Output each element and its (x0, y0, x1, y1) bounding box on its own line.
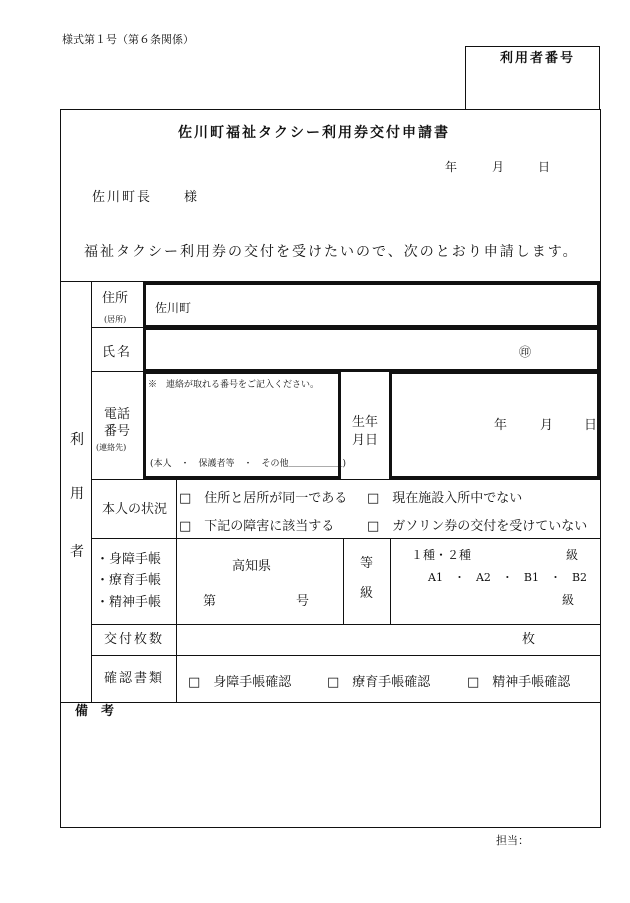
divider (91, 327, 143, 328)
user-number-label: 利用者番号 (500, 51, 576, 66)
divider (390, 538, 391, 624)
phone-label-1: 電話 (104, 407, 131, 422)
birth-label-1: 生年 (352, 415, 379, 430)
address-field[interactable] (143, 282, 600, 328)
birth-month: 月 (540, 418, 554, 433)
number-suffix: 号 (296, 594, 310, 609)
date-year: 年 (445, 160, 458, 174)
divider (91, 655, 601, 656)
status-label: 本人の状況 (102, 502, 168, 517)
handbook-rehab: ・療育手帳 (96, 573, 162, 588)
date-day: 日 (538, 160, 551, 174)
divider (176, 479, 177, 702)
date-month: 月 (492, 160, 505, 174)
divider (91, 371, 143, 372)
divider (60, 702, 601, 703)
grade-type-suffix: 級 (566, 548, 579, 562)
seal-mark: ㊞ (519, 345, 532, 359)
grade-type: １種・２種 (411, 548, 472, 562)
status-same-address[interactable]: □ 住所と居所が同一である (179, 491, 348, 506)
form-reference: 様式第１号（第６条関係） (62, 33, 194, 46)
phone-options: (本人 ・ 保護者等 ・ その他＿＿＿＿＿＿) (150, 459, 347, 469)
applicant-side-label-2: 用 (70, 486, 84, 502)
handbook-physical: ・身障手帳 (96, 552, 162, 567)
birth-year: 年 (494, 418, 508, 433)
divider (343, 538, 344, 624)
confirm-mental[interactable]: □ 精神手帳確認 (467, 675, 571, 690)
prefecture-value: 高知県 (232, 559, 272, 574)
grade-rehab-levels: A1 ・ A2 ・ B1 ・ B2 (428, 571, 588, 584)
address-label: 住所 (102, 291, 129, 306)
applicant-side-label-3: 者 (70, 544, 84, 560)
phone-sub-label: (連絡先) (96, 443, 127, 452)
status-not-in-facility[interactable]: □ 現在施設入所中でない (367, 491, 523, 506)
phone-label-2: 番号 (104, 424, 131, 439)
confirm-label: 確認書類 (104, 671, 165, 686)
number-prefix: 第 (203, 594, 217, 609)
addressee-name: 佐川町長 (92, 190, 153, 205)
remarks-label: 備 考 (75, 704, 115, 719)
staff-label: 担当： (496, 834, 529, 847)
address-value: 佐川町 (155, 301, 192, 315)
grade-label-1: 等 (360, 556, 374, 571)
grade-mental-suffix: 級 (562, 593, 575, 607)
divider (91, 479, 601, 480)
divider (91, 624, 601, 625)
grade-label-2: 級 (360, 586, 374, 601)
name-field[interactable] (143, 327, 600, 372)
divider (91, 538, 601, 539)
count-unit: 枚 (522, 632, 536, 647)
confirm-rehab[interactable]: □ 療育手帳確認 (327, 675, 431, 690)
status-no-gas-voucher[interactable]: □ ガソリン券の交付を受けていない (367, 519, 588, 534)
birth-label-2: 月日 (352, 433, 379, 448)
birth-day: 日 (584, 418, 598, 433)
count-label: 交付枚数 (104, 632, 165, 647)
applicant-side-label-1: 利 (70, 432, 84, 448)
phone-note: ※ 連絡が取れる番号をご記入ください。 (148, 380, 320, 390)
handbook-mental: ・精神手帳 (96, 595, 162, 610)
name-label: 氏名 (102, 345, 133, 360)
address-sub-label: (居所) (104, 315, 127, 324)
status-disability[interactable]: □ 下記の障害に該当する (179, 519, 335, 534)
confirm-physical[interactable]: □ 身障手帳確認 (188, 675, 292, 690)
intro-text: 福祉タクシー利用券の交付を受けたいので、次のとおり申請します。 (84, 244, 579, 260)
form-title: 佐川町福祉タクシー利用券交付申請書 (178, 125, 450, 141)
addressee-honorific: 様 (184, 190, 198, 205)
divider (91, 281, 92, 702)
